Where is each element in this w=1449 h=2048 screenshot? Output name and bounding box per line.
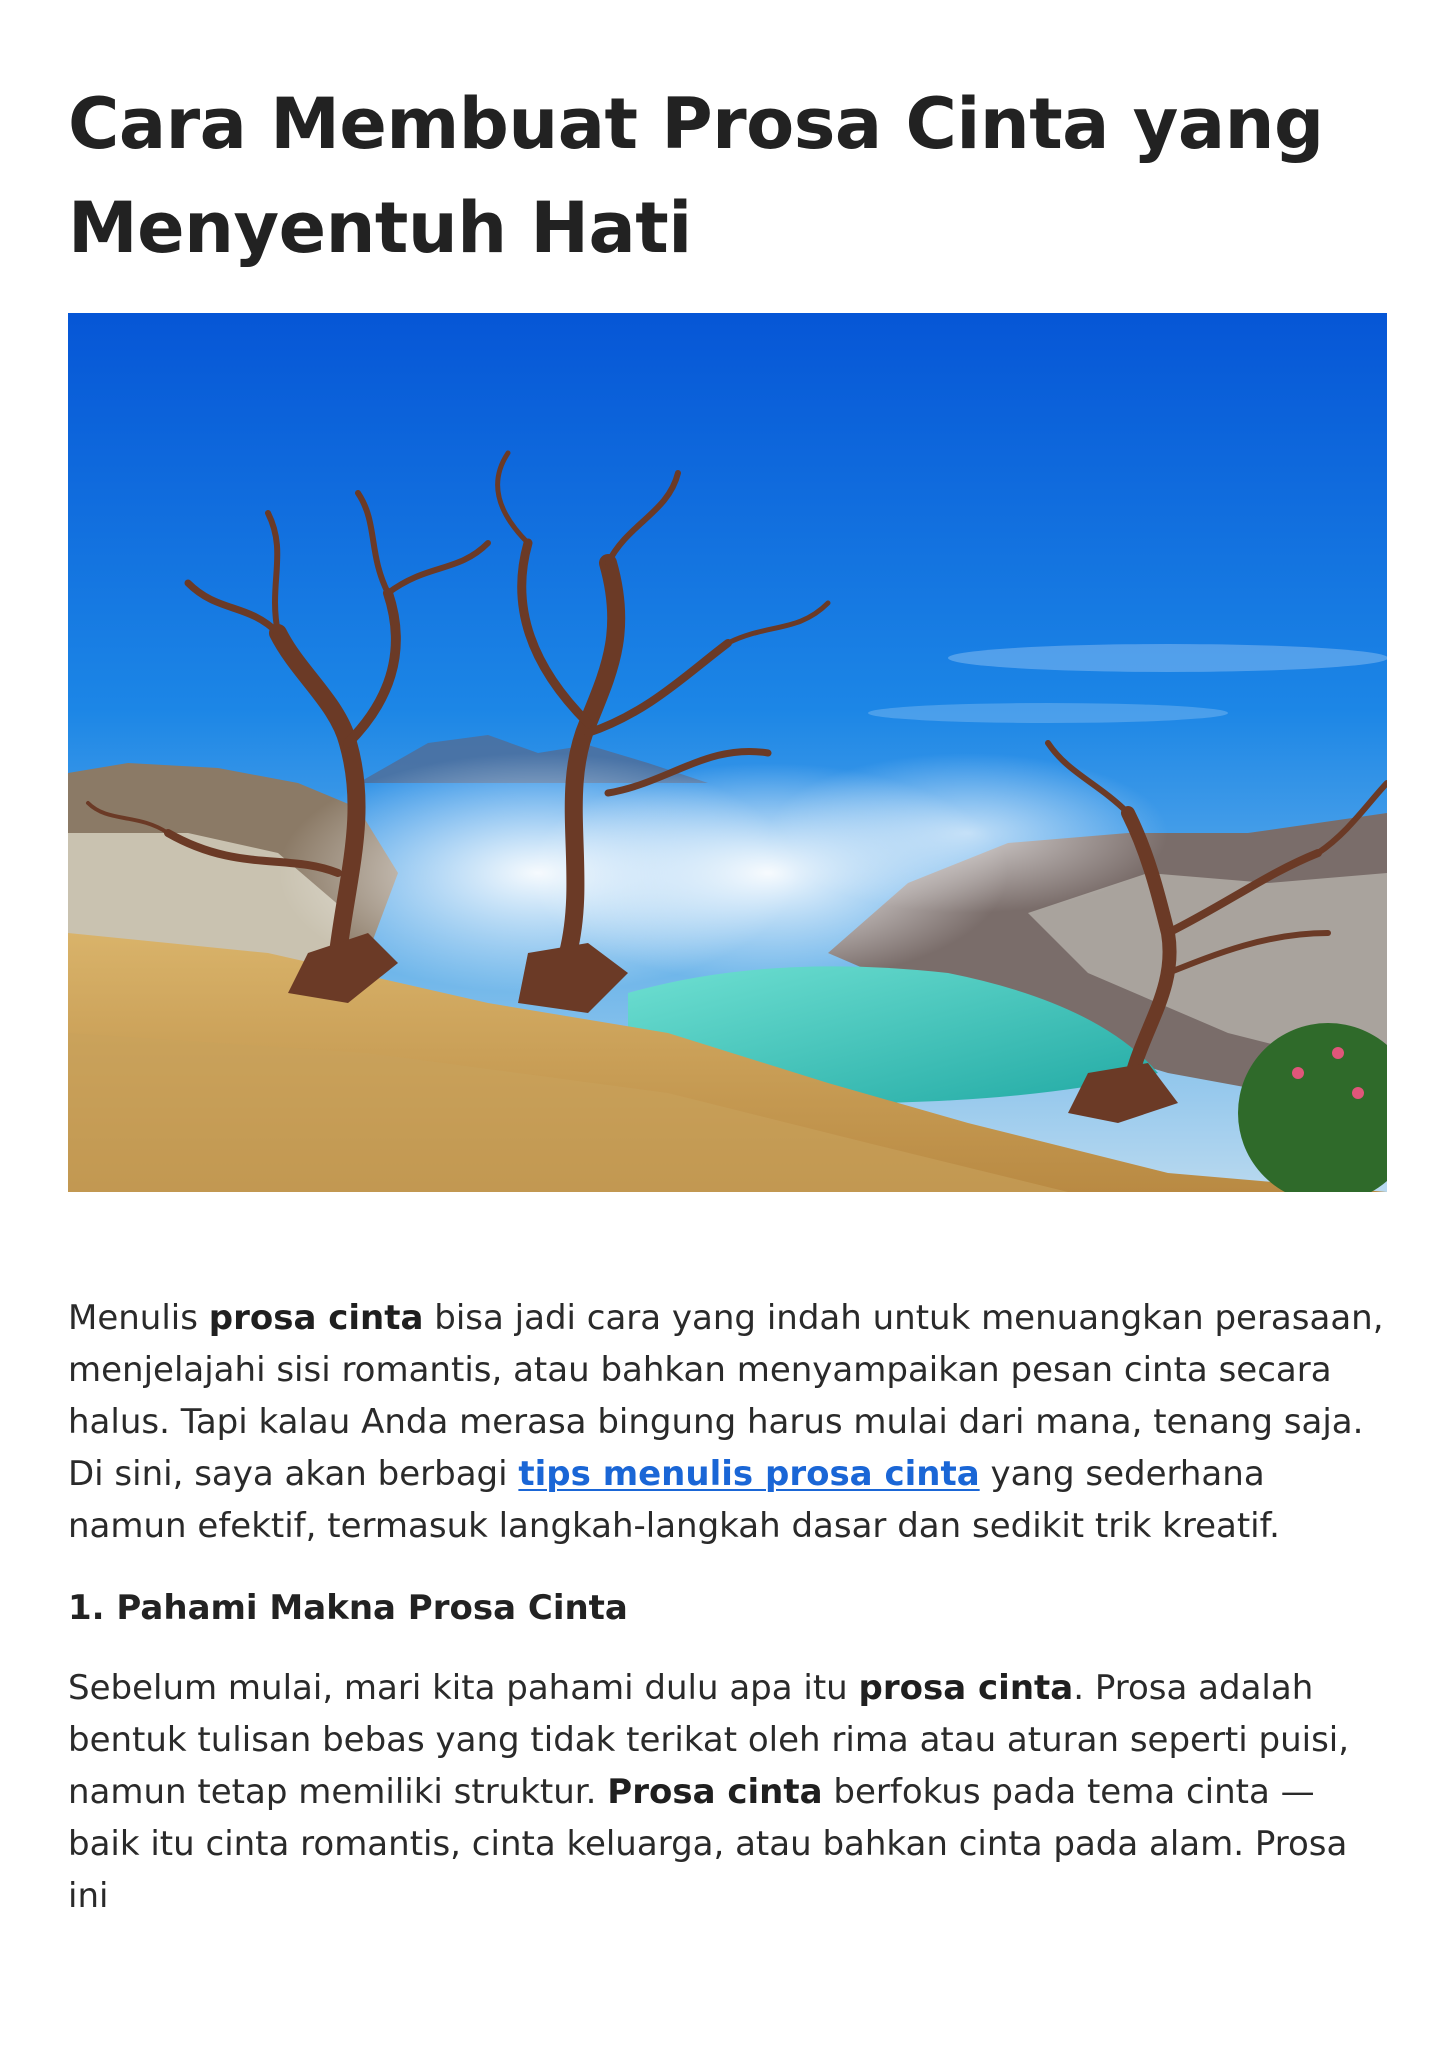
article-title: Cara Membuat Prosa Cinta yang Menyentuh Hati — [68, 83, 1324, 269]
intro-text-1: Menulis — [68, 1298, 209, 1338]
section-bold-prosa-cinta: prosa cinta — [858, 1668, 1074, 1708]
section-paragraph — [68, 1662, 1388, 1922]
section-heading: 1. Pahami Makna Prosa Cinta — [68, 1588, 628, 1628]
hero-image — [68, 313, 1387, 1192]
section-text-1: Sebelum mulai, mari kita pahami dulu apa itu — [68, 1668, 859, 1708]
intro-text-3: yang sederhana namun efektif, termasuk langkah-langkah dasar dan sedikit trik kreatif. — [68, 1454, 1280, 1546]
intro-paragraph — [68, 1292, 1388, 1552]
section-text-3: berfokus pada tema cinta — baik itu cinta romantis, cinta keluarga, atau bahkan cinta pada alam. Prosa ini — [68, 1772, 1348, 1916]
intro-bold-prosa-cinta: prosa cinta — [208, 1298, 424, 1338]
section-text-2: . Prosa adalah bentuk tulisan bebas yang tidak terikat oleh rima atau aturan seperti puisi, namun tetap memiliki struktur. — [68, 1668, 1350, 1812]
tips-link[interactable]: tips menulis prosa cinta — [518, 1454, 980, 1494]
intro-text-2: bisa jadi cara yang indah untuk menuangkan perasaan, menjelajahi sisi romantis, atau bahkan menyampaikan pesan cinta secara halus. Tapi kalau Anda merasa bingung harus mulai dari mana, tenang saja. Di sini, saya akan berbagi — [68, 1298, 1384, 1494]
section-bold-prosa-cinta-2: Prosa cinta — [607, 1772, 823, 1812]
